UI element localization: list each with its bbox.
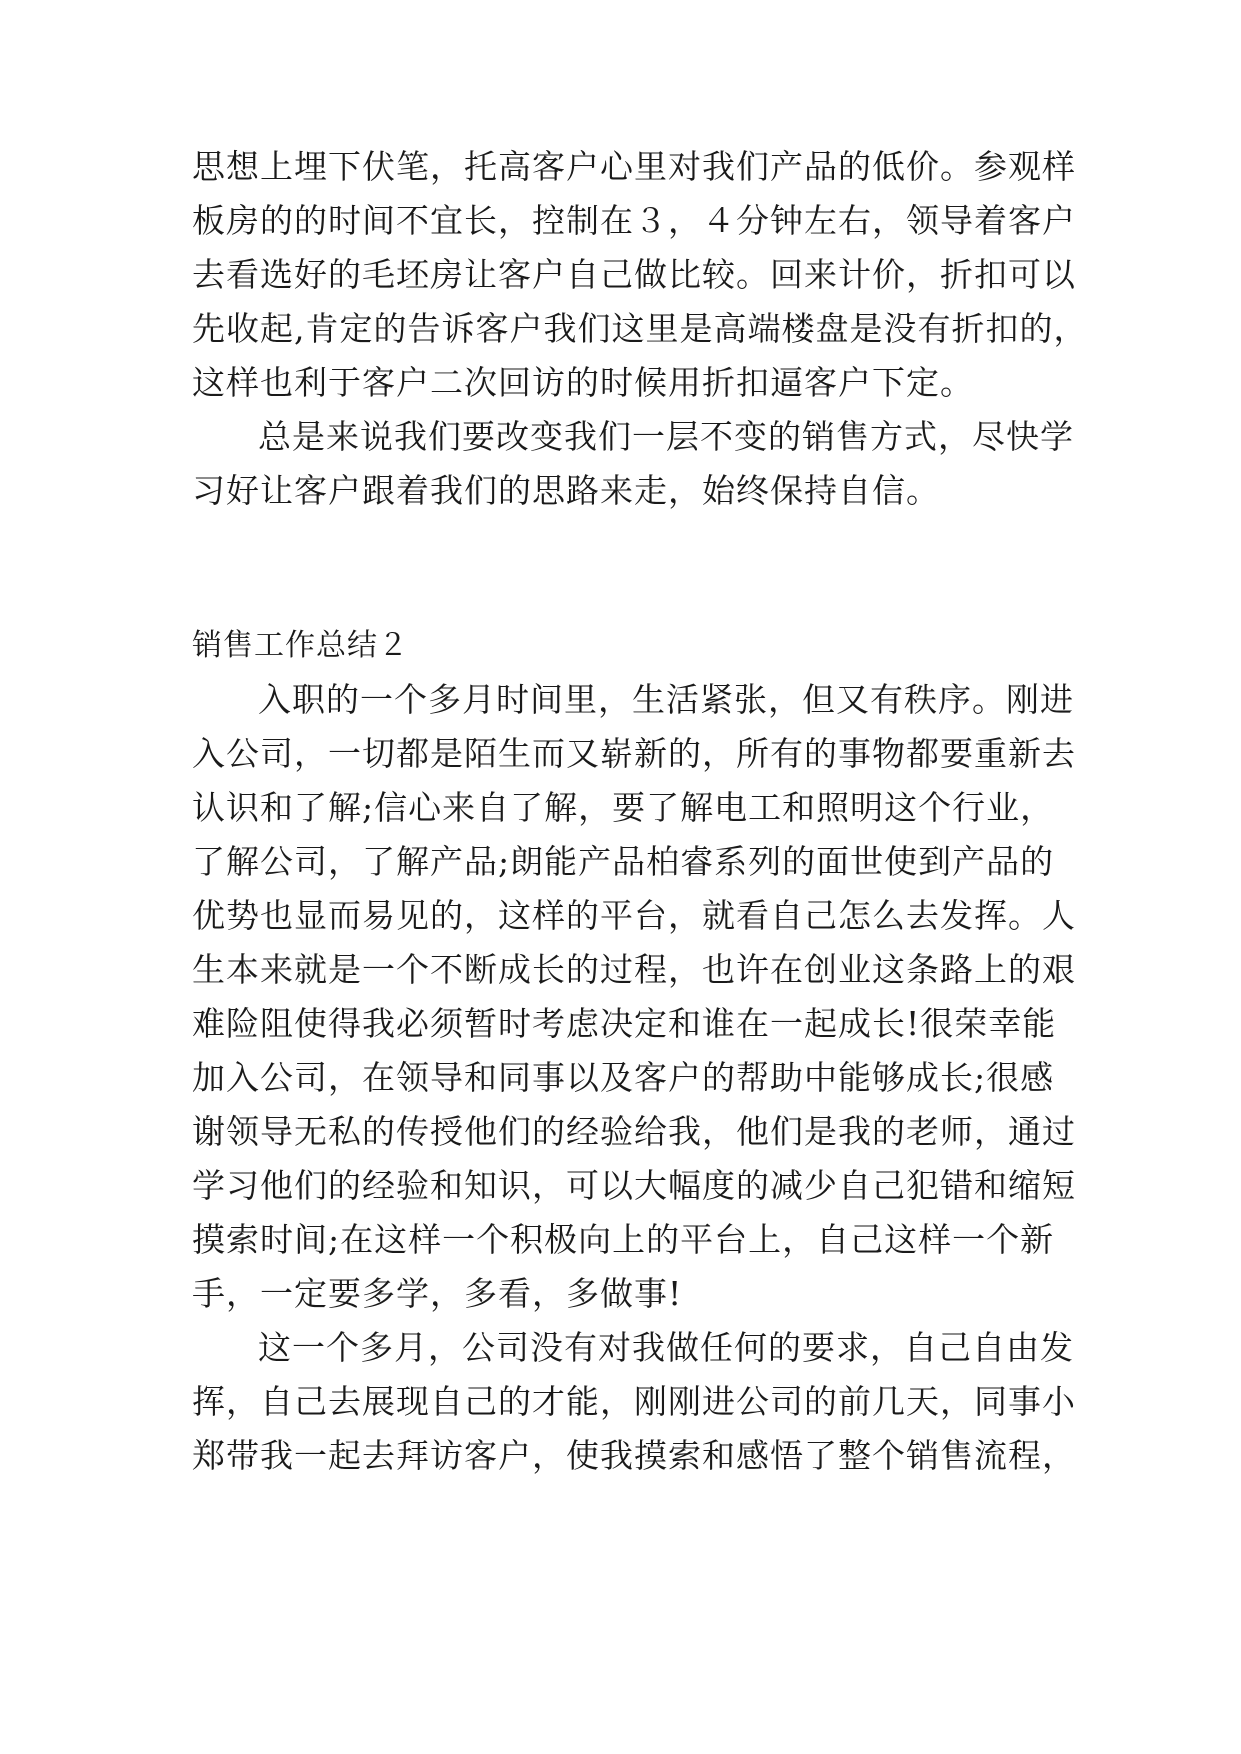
text-line: 去看选好的毛坯房让客户自己做比较。回来计价，折扣可以 bbox=[192, 255, 1076, 294]
text-line: 板房的的时间不宜长，控制在３，４分钟左右，领导着客户 bbox=[192, 201, 1076, 240]
text-line: 生本来就是一个不断成长的过程，也许在创业这条路上的艰 bbox=[192, 950, 1076, 989]
text-line: 入职的一个多月时间里，生活紧张，但又有秩序。刚进 bbox=[258, 680, 1074, 719]
text-line: 这一个多月，公司没有对我做任何的要求，自己自由发 bbox=[258, 1328, 1074, 1367]
section-heading: 销售工作总结２ bbox=[192, 628, 409, 663]
text-line: 总是来说我们要改变我们一层不变的销售方式，尽快学 bbox=[258, 417, 1074, 456]
text-line: 先收起,肯定的告诉客户我们这里是高端楼盘是没有折扣的， bbox=[192, 309, 1088, 348]
text-line: 认识和了解;信心来自了解，要了解电工和照明这个行业， bbox=[192, 788, 1055, 827]
text-line: 谢领导无私的传授他们的经验给我，他们是我的老师，通过 bbox=[192, 1112, 1076, 1151]
text-line: 了解公司，了解产品;朗能产品柏睿系列的面世使到产品的 bbox=[192, 842, 1055, 881]
text-line: 这样也利于客户二次回访的时候用折扣逼客户下定。 bbox=[192, 363, 974, 402]
text-line: 加入公司，在领导和同事以及客户的帮助中能够成长;很感 bbox=[192, 1058, 1055, 1097]
text-line: 优势也显而易见的，这样的平台，就看自己怎么去发挥。人 bbox=[192, 896, 1076, 935]
text-line: 手，一定要多学，多看，多做事! bbox=[192, 1274, 683, 1313]
text-line: 思想上埋下伏笔，托高客户心里对我们产品的低价。参观样 bbox=[192, 147, 1076, 186]
text-line: 学习他们的经验和知识，可以大幅度的减少自己犯错和缩短 bbox=[192, 1166, 1076, 1205]
text-line: 入公司，一切都是陌生而又崭新的，所有的事物都要重新去 bbox=[192, 734, 1076, 773]
text-line: 习好让客户跟着我们的思路来走，始终保持自信。 bbox=[192, 471, 940, 510]
text-line: 郑带我一起去拜访客户，使我摸索和感悟了整个销售流程， bbox=[192, 1436, 1076, 1475]
text-line: 难险阻使得我必须暂时考虑决定和谁在一起成长!很荣幸能 bbox=[192, 1004, 1057, 1043]
text-line: 摸索时间;在这样一个积极向上的平台上，自己这样一个新 bbox=[192, 1220, 1055, 1259]
text-line: 挥，自己去展现自己的才能，刚刚进公司的前几天，同事小 bbox=[192, 1382, 1076, 1421]
